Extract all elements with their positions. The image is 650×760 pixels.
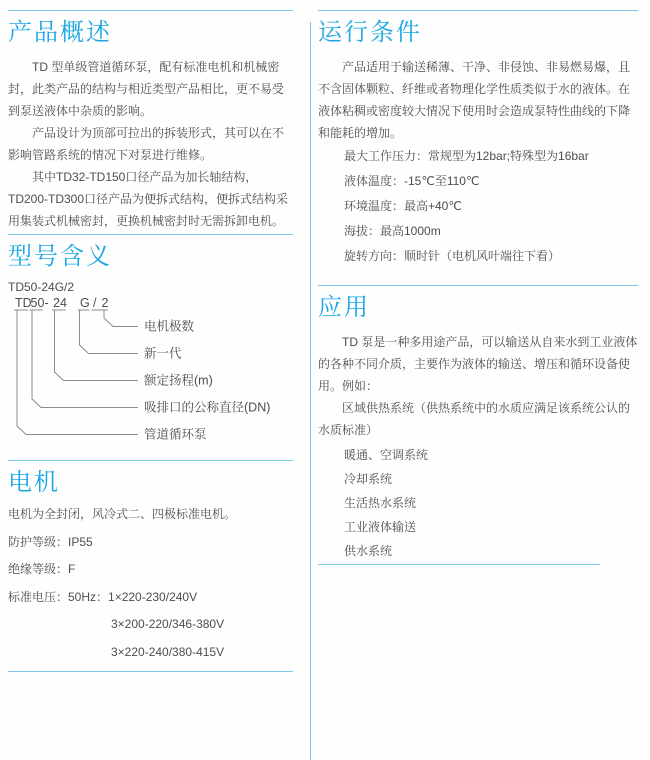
model-part-hyphen: - — [44, 297, 49, 310]
section-product-overview — [8, 10, 293, 232]
overview-paragraph: 产品设计为顶部可拉出的拆装形式，其可以在不影响管路系统的情况下对泵进行维修。 — [8, 126, 285, 162]
model-label-head: 额定扬程(m) — [144, 373, 213, 388]
model-label-pumptype: 管道循环泵 — [144, 427, 207, 442]
motor-spec-protection: 防护等级：IP55 — [8, 534, 93, 549]
conditions-list — [318, 144, 638, 269]
application-hvac: 暖通、空调系统 — [344, 448, 429, 462]
model-part-slash: / — [93, 297, 97, 310]
section-model-designation — [8, 234, 293, 447]
column-divider — [310, 22, 311, 760]
model-title: 型号含义 — [8, 243, 112, 270]
section-rule — [8, 671, 293, 672]
condition-liquid-temp: 液体温度：-15℃至110℃ — [344, 174, 480, 188]
model-part-gen: G — [80, 297, 90, 310]
model-label-poles: 电机极数 — [144, 319, 195, 334]
model-part-td: TD — [15, 297, 32, 310]
condition-max-pressure: 最大工作压力：常规型为12bar;特殊型为16bar — [344, 149, 589, 163]
motor-intro: 电机为全封闭，风冷式二、四极标准电机。 — [8, 507, 237, 521]
right-column — [318, 0, 638, 565]
overview-paragraph: 其中TD32-TD150口径产品为加长轴结构，TD200-TD300口径产品为便拆式结构，便拆式结构采用集装式机械密封，更换机械密封时无需拆卸电机。 — [8, 170, 289, 228]
overview-paragraph: TD 型单级管道循环泵，配有标准电机和机械密封，此类产品的结构与相近类型产品相比，更不易受到泵送液体中杂质的影响。 — [8, 60, 285, 118]
model-connector-lines — [17, 310, 138, 435]
motor-spec-voltage: 标准电压：50Hz：1×220-230/240V — [8, 589, 198, 604]
applications-intro: TD 泵是一种多用途产品，可以输送从自来水到工业液体的各种不同介质，主要作为液体的输送、增压和循环设备使用。例如： — [318, 335, 638, 393]
application-cooling: 冷却系统 — [344, 472, 393, 486]
condition-rotation: 旋转方向：顺时针（电机风叶端往下看） — [344, 249, 561, 263]
motor-voltage-line-3: 3×220-240/380-415V — [111, 644, 225, 659]
section-operating-conditions — [318, 10, 638, 269]
motor-title: 电机 — [8, 469, 60, 496]
section-motor — [8, 460, 293, 672]
model-label-diameter: 吸排口的公称直径(DN) — [144, 400, 271, 415]
applications-title: 应用 — [318, 294, 370, 321]
section-rule — [318, 564, 600, 565]
model-part-dn: 50 — [30, 297, 45, 310]
left-column — [8, 0, 293, 672]
model-part-poles: 2 — [101, 297, 109, 310]
model-label-newgen: 新一代 — [144, 346, 182, 361]
application-hot-water: 生活热水系统 — [344, 496, 417, 510]
conditions-intro: 产品适用于输送稀薄、干净、非侵蚀、非易燃易爆，且不含固体颗粒、纤维或者物理化学性质类似于水的液体。在液体粘稠或密度较大情况下使用时会造成泵特性曲线的下降和能耗的增加。 — [318, 60, 631, 140]
applications-list — [318, 443, 638, 563]
condition-altitude: 海拔：最高1000m — [344, 224, 441, 238]
model-example-code: TD50-24G/2 — [8, 280, 75, 294]
section-applications — [318, 285, 638, 565]
motor-voltage-line-2: 3×200-220/346-380V — [111, 617, 225, 631]
model-part-head: 24 — [53, 297, 67, 310]
section-rule — [318, 10, 638, 11]
section-rule — [318, 285, 638, 286]
section-rule — [8, 460, 293, 461]
application-industrial: 工业液体输送 — [344, 520, 417, 534]
applications-note: 区域供热系统（供热系统中的水质应满足该系统公认的水质标准） — [318, 401, 631, 437]
application-water-supply: 供水系统 — [344, 544, 393, 558]
condition-ambient-temp: 环境温度：最高+40℃ — [344, 199, 462, 213]
conditions-title: 运行条件 — [318, 19, 422, 46]
section-rule — [8, 10, 293, 11]
overview-title: 产品概述 — [8, 19, 112, 46]
model-breakdown-diagram — [8, 297, 293, 447]
motor-spec-insulation: 绝缘等级：F — [8, 562, 76, 576]
section-rule — [8, 234, 293, 235]
